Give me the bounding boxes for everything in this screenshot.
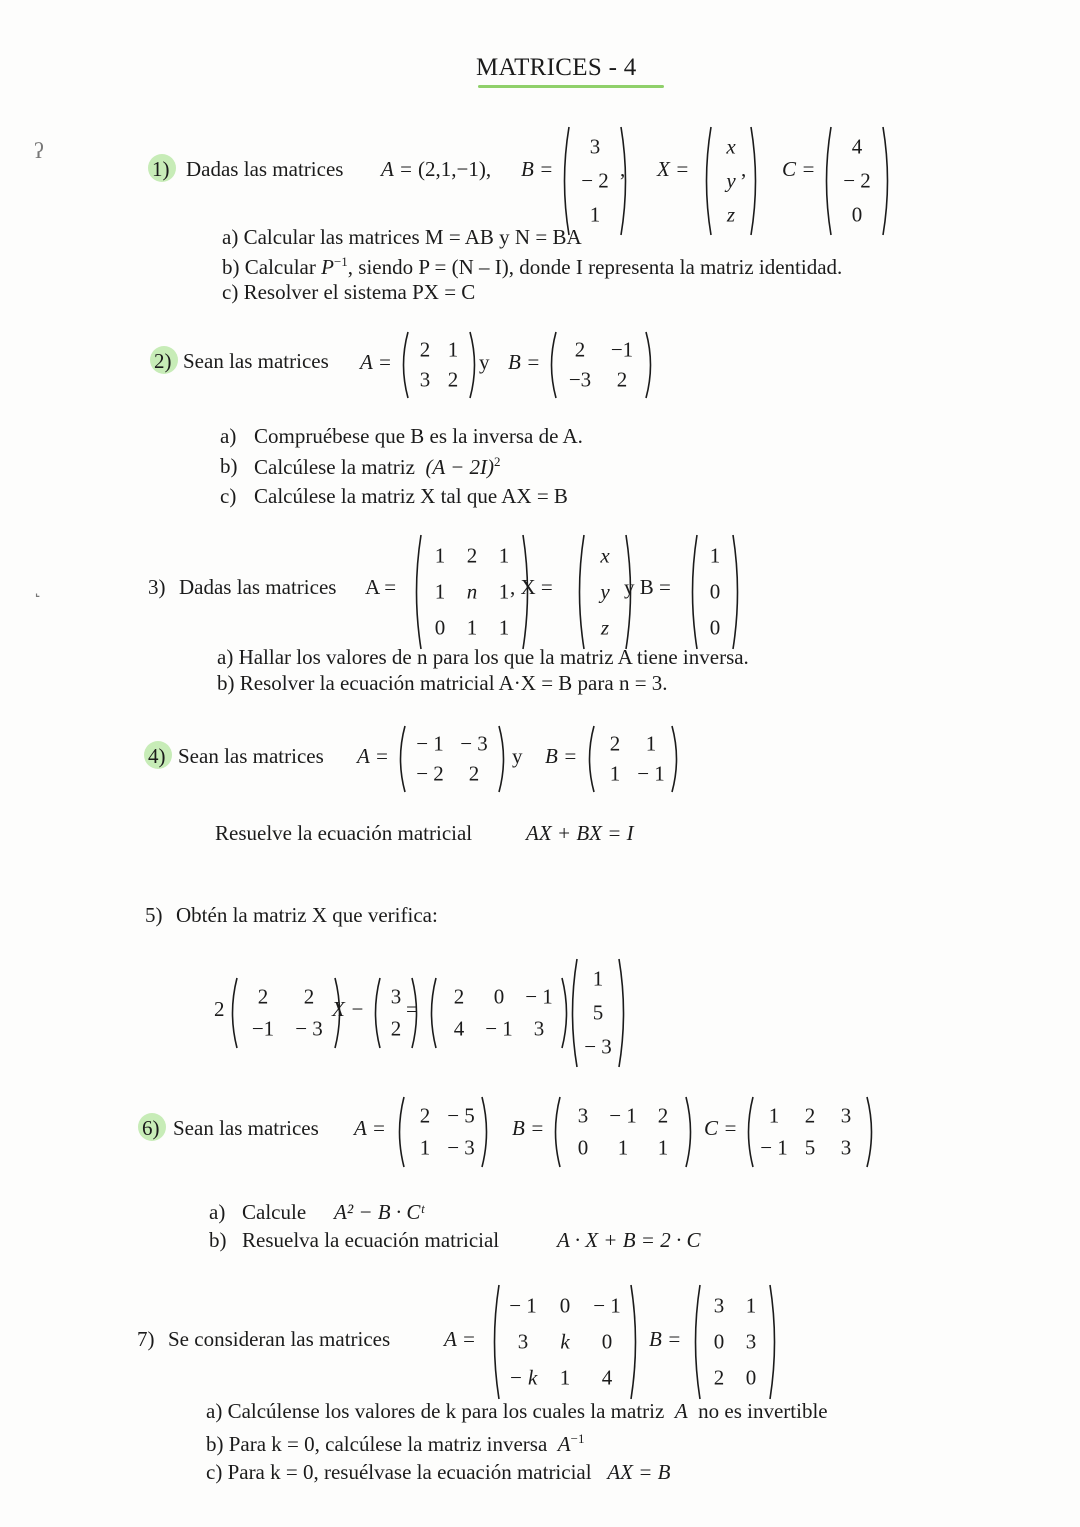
matrix-cell: 3 <box>840 1135 852 1160</box>
matrix-c-label: C = <box>704 1116 738 1140</box>
conjunction-y: y <box>512 744 523 768</box>
matrix-cell: − 1 <box>525 984 553 1009</box>
page-title: MATRICES - 4 <box>476 54 637 81</box>
matrix-cell: 4 <box>601 1365 613 1390</box>
matrix-cell: 2 <box>453 984 465 1009</box>
problem-3a: a) Hallar los valores de n para los que la matriz A tiene inversa. <box>217 645 749 669</box>
right-parenthesis <box>672 726 677 792</box>
matrix-b-label: B = <box>649 1327 682 1351</box>
matrix-cell: 1 <box>657 1135 669 1160</box>
matrix-cell: 1 <box>419 1135 431 1160</box>
problem-7b: b) Para k = 0, calcúlese la matriz inversa $A^{-1}$ <box>206 1431 585 1456</box>
matrix-cell: 1 <box>709 543 721 568</box>
matrix-cell: − 3 <box>460 731 488 756</box>
matrix-cell: 3 <box>390 984 402 1009</box>
matrix-cell: − 3 <box>584 1034 612 1059</box>
matrix-cell: 2 <box>419 337 431 362</box>
matrix-cell: y <box>600 579 610 604</box>
left-parenthesis <box>233 978 238 1048</box>
matrix-cell: 0 <box>559 1293 571 1318</box>
matrix-cell: 0 <box>577 1135 589 1160</box>
problem-6-intro: Sean las matrices <box>173 1116 319 1140</box>
problem-2c-label: c) <box>220 484 237 508</box>
matrix-b-label: y B = <box>624 575 671 599</box>
matrix-cell: 1 <box>498 543 510 568</box>
right-parenthesis <box>631 1285 636 1399</box>
matrix-cell: 1 <box>745 1293 757 1318</box>
matrix-cell: −1 <box>610 337 634 362</box>
matrix-a-label: A = <box>444 1327 476 1351</box>
problem-6a: Calcule <box>242 1200 307 1224</box>
problem-4-text: Resuelve la ecuación matricial <box>215 821 473 845</box>
matrix-m1 <box>226 977 346 1049</box>
problem-3-number: 3) <box>148 575 166 599</box>
problem-1b: b) Calcular $P^{-1}$, siendo P = (N – I), donde I representa la matriz identidad. <box>222 254 843 279</box>
left-parenthesis <box>376 978 381 1048</box>
matrix-cell: − 2 <box>416 761 444 786</box>
comma: , <box>620 157 626 181</box>
margin-mark: ʔ <box>34 138 44 163</box>
matrix-cell: 2 <box>804 1103 816 1128</box>
matrix-cell: 1 <box>589 202 601 227</box>
matrix-cell: 0 <box>601 1329 613 1354</box>
right-parenthesis <box>619 959 624 1067</box>
matrix-parentheses <box>397 331 481 399</box>
matrix-b <box>583 725 683 793</box>
problem-7a: a) Calcúlense los valores de k para los cuales la matriz A no es invertible <box>206 1399 828 1423</box>
matrix-cell: 3 <box>713 1293 725 1318</box>
matrix-cell: 2 <box>419 1103 431 1128</box>
matrix-c <box>742 1096 878 1168</box>
conjunction-y: y <box>479 350 490 374</box>
left-parenthesis <box>556 1097 561 1167</box>
matrix-b-label: B = <box>521 157 554 181</box>
left-parenthesis <box>827 127 832 235</box>
left-parenthesis <box>580 535 585 649</box>
matrix-b <box>549 1096 697 1168</box>
left-parenthesis <box>404 332 409 398</box>
matrix-cell: 3 <box>589 134 601 159</box>
right-parenthesis <box>646 332 651 398</box>
matrix-cell: 3 <box>533 1016 545 1041</box>
matrix-cell: 3 <box>517 1329 529 1354</box>
matrix-parentheses <box>226 977 346 1049</box>
matrix-cell: 1 <box>466 615 478 640</box>
left-parenthesis <box>552 332 557 398</box>
matrix-a-value: (2,1,−1), <box>418 157 492 181</box>
matrix-cell: 4 <box>851 134 863 159</box>
matrix-x-label: X = <box>657 157 690 181</box>
matrix-parentheses <box>394 725 510 793</box>
problem-4-equation: AX + BX = I <box>526 821 634 845</box>
matrix-cell: 2 <box>257 984 269 1009</box>
matrix-a <box>397 331 481 399</box>
matrix-cell: x <box>600 543 610 568</box>
matrix-cell: 1 <box>498 615 510 640</box>
left-parenthesis <box>693 535 698 649</box>
matrix-cell: 1 <box>434 579 446 604</box>
matrix-cell: − k <box>508 1365 538 1390</box>
matrix-cell: 1 <box>592 966 604 991</box>
matrix-cell: 2 <box>616 367 628 392</box>
matrix-a-label: A = <box>357 744 389 768</box>
matrix-cell: 3 <box>577 1103 589 1128</box>
problem-4-intro: Sean las matrices <box>178 744 324 768</box>
matrix-b <box>689 1284 781 1400</box>
problem-7c: c) Para k = 0, resuélvase la ecuación matricial AX = B <box>206 1460 671 1484</box>
matrix-cell: 1 <box>447 337 459 362</box>
matrix-cell: x <box>726 134 736 159</box>
left-parenthesis <box>400 1097 405 1167</box>
matrix-a-label: A = <box>365 575 397 599</box>
matrix-cell: y <box>726 168 736 193</box>
problem-6b: Resuelva la ecuación matricial <box>242 1228 500 1252</box>
matrix-cell: −1 <box>251 1016 275 1041</box>
matrix-cell: 1 <box>768 1103 780 1128</box>
problem-4-number: 4) <box>148 744 166 769</box>
problem-3-intro: Dadas las matrices <box>179 575 337 599</box>
left-parenthesis <box>565 127 570 235</box>
left-parenthesis <box>573 959 578 1067</box>
left-parenthesis <box>749 1097 754 1167</box>
matrix-cell: 2 <box>390 1016 402 1041</box>
matrix-cell: 0 <box>493 984 505 1009</box>
matrix-cell: 5 <box>592 1000 604 1025</box>
problem-1c: c) Resolver el sistema PX = C <box>222 280 476 304</box>
matrix-cell: 1 <box>617 1135 629 1160</box>
matrix-cell: − 3 <box>295 1016 323 1041</box>
matrix-cell: −3 <box>568 367 592 392</box>
matrix-a <box>393 1096 493 1168</box>
matrix-x-label: , X = <box>510 575 553 599</box>
left-parenthesis <box>432 978 437 1048</box>
right-parenthesis <box>770 1285 775 1399</box>
problem-7-number: 7) <box>137 1327 155 1351</box>
matrix-c-label: C = <box>782 157 816 181</box>
matrix-cell: 2 <box>657 1103 669 1128</box>
matrix-cell: z <box>600 615 610 640</box>
matrix-cell: k <box>560 1329 570 1354</box>
comma: , <box>741 157 747 181</box>
matrix-m3 <box>425 977 573 1049</box>
problem-1-number: 1) <box>152 157 170 182</box>
coefficient: 2 <box>214 997 225 1021</box>
problem-1a: a) Calcular las matrices M = AB y N = BA <box>222 225 582 249</box>
left-parenthesis <box>707 127 712 235</box>
matrix-b-label: B = <box>512 1116 545 1140</box>
matrix-cell: 1 <box>609 761 621 786</box>
matrix-cell: 0 <box>709 615 721 640</box>
matrix-cell: 3 <box>840 1103 852 1128</box>
problem-6a-label: a) <box>209 1200 226 1224</box>
problem-2b: Calcúlese la matriz $(A - 2I)^2$ <box>254 454 501 479</box>
matrix-cell: 5 <box>804 1135 816 1160</box>
matrix-b-label: B = <box>545 744 578 768</box>
matrix-a-label: A = <box>354 1116 386 1140</box>
matrix-parentheses <box>583 725 683 793</box>
margin-mark: ˻ <box>34 572 42 597</box>
matrix-b-label: B = <box>508 350 541 374</box>
matrix-cell: − 1 <box>760 1135 788 1160</box>
matrix-cell: 2 <box>574 337 586 362</box>
left-parenthesis <box>401 726 406 792</box>
problem-2-intro: Sean las matrices <box>183 349 329 373</box>
matrix-cell: − 1 <box>609 1103 637 1128</box>
matrix-a-label: A = <box>360 350 392 374</box>
problem-2c: Calcúlese la matriz X tal que AX = B <box>254 484 568 508</box>
matrix-b <box>686 534 744 650</box>
left-parenthesis <box>495 1285 500 1399</box>
problem-6b-expression: A · X + B = 2 · C <box>557 1228 701 1252</box>
matrix-cell: 4 <box>453 1016 465 1041</box>
matrix-cell: 1 <box>434 543 446 568</box>
matrix-cell: 2 <box>713 1365 725 1390</box>
matrix-m4 <box>566 958 630 1068</box>
matrix-parentheses <box>689 1284 781 1400</box>
matrix-cell: − 1 <box>485 1016 513 1041</box>
problem-2-number: 2) <box>154 349 172 374</box>
matrix-b <box>545 331 657 399</box>
matrix-cell: z <box>726 202 736 227</box>
matrix-parentheses <box>393 1096 493 1168</box>
matrix-cell: 0 <box>713 1329 725 1354</box>
matrix-cell: 2 <box>468 761 480 786</box>
problem-3b: b) Resolver la ecuación matricial A·X = B para n = 3. <box>217 671 668 695</box>
matrix-cell: 2 <box>447 367 459 392</box>
right-parenthesis <box>470 332 475 398</box>
problem-2b-label: b) <box>220 454 238 478</box>
problem-6-number: 6) <box>142 1116 160 1141</box>
matrix-cell: 0 <box>851 202 863 227</box>
matrix-x <box>700 126 762 236</box>
matrix-c <box>820 126 894 236</box>
right-parenthesis <box>499 726 504 792</box>
matrix-x: X − <box>332 997 365 1021</box>
matrix-cell: − 3 <box>447 1135 475 1160</box>
left-parenthesis <box>696 1285 701 1399</box>
matrix-a-label: A = <box>381 157 413 181</box>
matrix-cell: 1 <box>498 579 510 604</box>
title-underline <box>478 85 664 88</box>
matrix-cell: 2 <box>609 731 621 756</box>
problem-7-intro: Se consideran las matrices <box>168 1327 391 1351</box>
right-parenthesis <box>751 127 756 235</box>
problem-6a-expression: A² − B · Cᵗ <box>334 1200 424 1224</box>
matrix-cell: − 2 <box>843 168 871 193</box>
matrix-a <box>488 1284 642 1400</box>
left-parenthesis <box>590 726 595 792</box>
right-parenthesis <box>482 1097 487 1167</box>
matrix-parentheses <box>545 331 657 399</box>
left-parenthesis <box>417 535 422 649</box>
problem-5-number: 5) <box>145 903 163 927</box>
matrix-cell: 1 <box>645 731 657 756</box>
problem-5-intro: Obtén la matriz X que verifica: <box>176 903 438 927</box>
problem-2a-label: a) <box>220 424 237 448</box>
right-parenthesis <box>867 1097 872 1167</box>
matrix-cell: 3 <box>745 1329 757 1354</box>
matrix-cell: − 1 <box>509 1293 537 1318</box>
matrix-cell: − 1 <box>593 1293 621 1318</box>
problem-2a: Compruébese que B es la inversa de A. <box>254 424 583 448</box>
problem-1-intro: Dadas las matrices <box>186 157 344 181</box>
matrix-cell: 0 <box>709 579 721 604</box>
matrix-cell: 3 <box>419 367 431 392</box>
matrix-cell: − 1 <box>637 761 665 786</box>
problem-6b-label: b) <box>209 1228 227 1252</box>
right-parenthesis <box>733 535 738 649</box>
matrix-cell: n <box>466 579 478 604</box>
right-parenthesis <box>883 127 888 235</box>
matrix-cell: − 2 <box>581 168 609 193</box>
matrix-cell: 0 <box>745 1365 757 1390</box>
matrix-cell: 0 <box>434 615 446 640</box>
matrix-cell: 2 <box>303 984 315 1009</box>
matrix-cell: 2 <box>466 543 478 568</box>
matrix-a <box>394 725 510 793</box>
matrix-cell: − 5 <box>447 1103 475 1128</box>
matrix-cell: − 1 <box>416 731 444 756</box>
matrix-cell: 1 <box>559 1365 571 1390</box>
right-parenthesis <box>686 1097 691 1167</box>
equals-sign: = <box>406 997 418 1021</box>
